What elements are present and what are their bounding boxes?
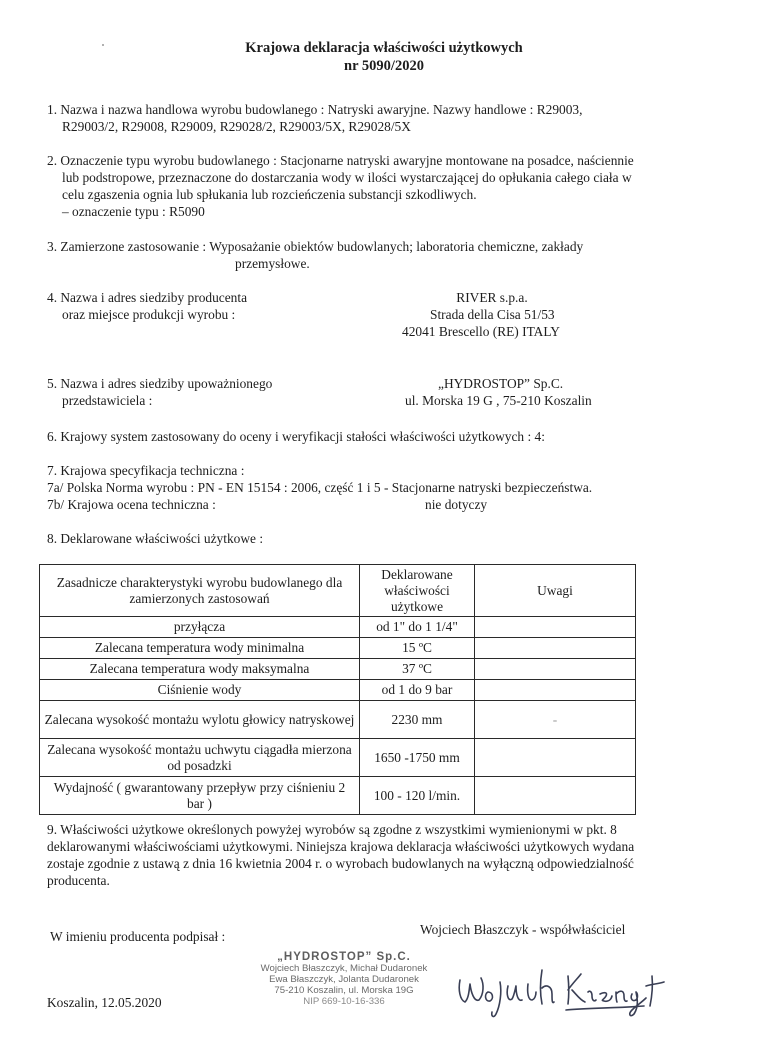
section-7b-value: nie dotyczy [425,497,488,512]
signatory-name: Wojciech Błaszczyk - współwłaściciel [420,922,626,937]
characteristic-cell: przyłącza [40,617,360,638]
section-9-line-3: zostaje zgodnie z ustawą z dnia 16 kwietnia 2004 r. o wyrobach budowlanych na wyłączną odpowiedzialność [47,856,634,871]
notes-cell [475,659,636,680]
section-3-line-2: przemysłowe. [235,256,310,271]
manufacturer-street: Strada della Cisa 51/53 [430,307,555,322]
handwritten-signature [448,962,678,1024]
value-cell: od 1 do 9 bar [360,680,475,701]
section-1-line-2: R29003/2, R29008, R29009, R29028/2, R29003/5X, R29028/5X [62,119,411,134]
table-header-row [40,565,636,617]
value-cell: 15 ºC [360,638,475,659]
header-notes: Uwagi [475,565,636,617]
characteristic-cell: Ciśnienie wody [40,680,360,701]
section-1-line-1: 1. Nazwa i nazwa handlowa wyrobu budowlanego : Natryski awaryjne. Nazwy handlowe : R29003, [47,102,583,117]
section-4-label-2: oraz miejsce produkcji wyrobu : [62,307,236,322]
place-and-date: Koszalin, 12.05.2020 [47,995,162,1010]
value-cell: 2230 mm [360,701,475,739]
table-row [40,680,636,701]
value-cell: 37 ºC [360,659,475,680]
value-cell: od 1" do 1 1/4" [360,617,475,638]
manufacturer-name: RIVER s.p.a. [456,290,528,305]
value-cell: 1650 -1750 mm [360,739,475,777]
section-5-label-2: przedstawiciela : [62,393,153,408]
notes-cell [475,777,636,815]
stamp-tax-id: NIP 669-10-16-336 [303,996,385,1007]
notes-cell: - [475,701,636,739]
notes-cell [475,638,636,659]
section-2-line-3: celu zgaszenia ognia lub spłukania lub rozcieńczenia substancji szkodliwych. [62,187,477,202]
stamp-owners-2: Ewa Błaszczyk, Jolanta Dudaronek [269,974,419,985]
stamp-owners-1: Wojciech Błaszczyk, Michał Dudaronek [260,963,428,974]
section-2-type-designation: – oznaczenie typu : R5090 [62,204,205,219]
characteristic-cell: Zalecana wysokość montażu wylotu głowicy natryskowej [40,701,360,739]
header-declared-properties: Deklarowane właściwości użytkowe [360,565,475,617]
stamp-address: 75-210 Koszalin, ul. Morska 19G [274,985,414,996]
declared-properties-table [39,564,636,815]
table-row [40,659,636,680]
representative-address: ul. Morska 19 G , 75-210 Koszalin [405,393,592,408]
section-7a-standard: 7a/ Polska Norma wyrobu : PN - EN 15154 : 2006, część 1 i 5 - Stacjonarne natryski bezpieczeństwa. [47,480,593,495]
header-characteristics: Zasadnicze charakterystyki wyrobu budowlanego dla zamierzonych zastosowań [40,565,360,617]
characteristic-cell: Zalecana temperatura wody maksymalna [40,659,360,680]
value-cell: 100 - 120 l/min. [360,777,475,815]
table-row [40,739,636,777]
table-row [40,701,636,739]
section-9-line-4: producenta. [47,873,110,888]
characteristic-cell: Zalecana wysokość montażu uchwytu ciągadła mierzona od posadzki [40,739,360,777]
characteristic-cell: Zalecana temperatura wody minimalna [40,638,360,659]
notes-cell [475,680,636,701]
signed-on-behalf-label: W imieniu producenta podpisał : [50,929,226,944]
table-row [40,638,636,659]
section-9-line-2: deklarowanymi właściwościami użytkowymi. Niniejsza krajowa deklaracja właściwości użytkowych wydana [47,839,635,854]
section-7b-label: 7b/ Krajowa ocena techniczna : [47,497,216,512]
section-2-line-1: 2. Oznaczenie typu wyrobu budowlanego : Stacjonarne natryski awaryjne montowane na posadce, naściennie [47,153,634,168]
stamp-company-name: „HYDROSTOP” Sp.C. [277,951,411,963]
representative-name: „HYDROSTOP” Sp.C. [438,376,564,391]
section-3-line-1: 3. Zamierzone zastosowanie : Wyposażanie obiektów budowlanych; laboratoria chemiczne, zakłady [47,239,584,254]
declaration-title: Krajowa deklaracja właściwości użytkowych [245,40,523,56]
declaration-number: nr 5090/2020 [344,58,424,74]
table-row [40,777,636,815]
notes-cell [475,739,636,777]
company-stamp [254,952,434,1007]
section-5-label-1: 5. Nazwa i adres siedziby upoważnionego [47,376,273,391]
section-7-heading: 7. Krajowa specyfikacja techniczna : [47,463,245,478]
section-6-system: 6. Krajowy system zastosowany do oceny i weryfikacji stałości właściwości użytkowych : 4: [47,429,545,444]
section-2-line-2: lub podstropowe, przeznaczone do dostarczania wody w ilości wystarczającej do opłukania całego ciała w [62,170,632,185]
manufacturer-city: 42041 Brescello (RE) ITALY [402,324,560,339]
characteristic-cell: Wydajność ( gwarantowany przepływ przy ciśnieniu 2 bar ) [40,777,360,815]
section-4-label-1: 4. Nazwa i adres siedziby producenta [47,290,248,305]
table-row [40,617,636,638]
section-9-line-1: 9. Właściwości użytkowe określonych powyżej wyrobów są zgodne z wszystkimi wymienionymi w pkt. 8 [47,822,617,837]
section-8-heading: 8. Deklarowane właściwości użytkowe : [47,531,264,546]
notes-cell [475,617,636,638]
